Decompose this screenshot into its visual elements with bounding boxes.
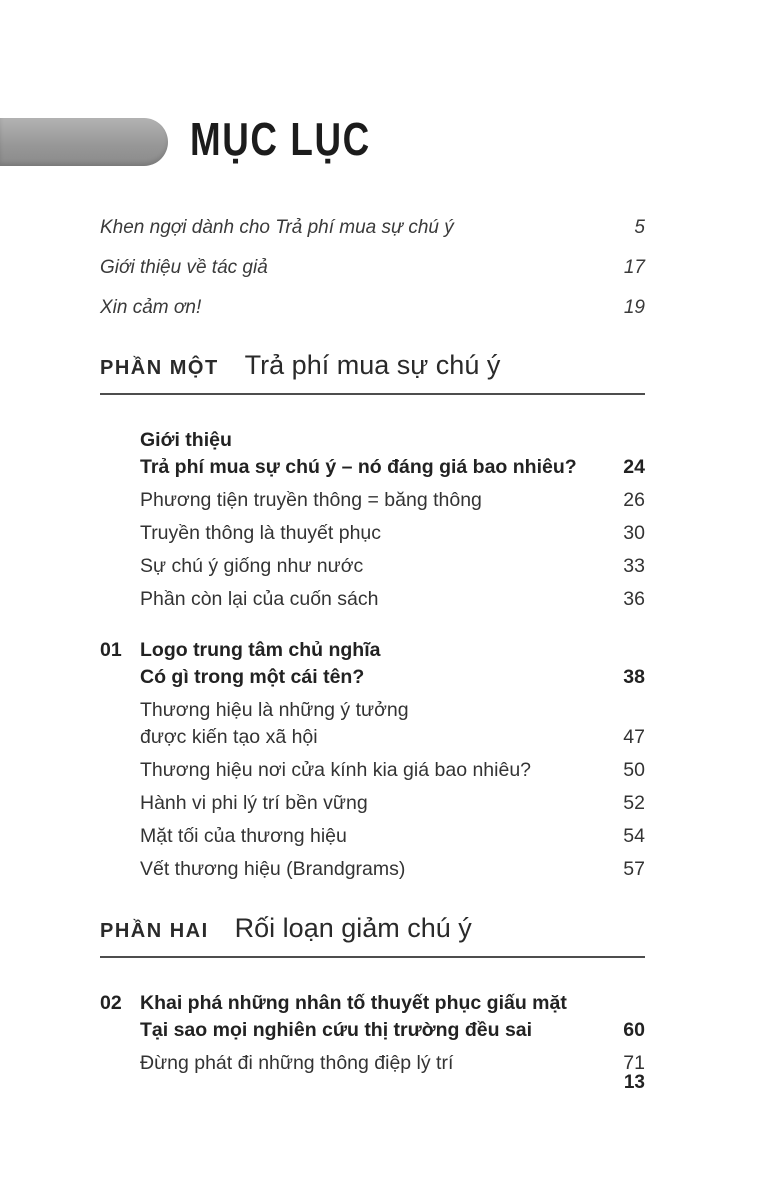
entry-label: Sự chú ý giống như nước: [140, 555, 364, 577]
entry-page-number: 26: [623, 489, 645, 511]
entry-page-number: 60: [623, 1019, 645, 1041]
toc-entry: [100, 823, 645, 850]
entry-label: Phương tiện truyền thông = băng thông: [140, 489, 482, 511]
section-title: Rối loạn giảm chú ý: [234, 913, 472, 943]
entry-page-number: 38: [623, 666, 645, 688]
entry-page-number: 50: [623, 759, 645, 781]
toc-entry: [100, 487, 645, 514]
entry-page-number: 17: [623, 257, 645, 278]
toc-entry: [100, 256, 645, 280]
toc-entry: [100, 856, 645, 883]
entry-line: Tại sao mọi nghiên cứu thị trường đều sai: [140, 1019, 533, 1041]
header-ribbon-bar: [0, 118, 168, 166]
entry-label: Đừng phát đi những thông điệp lý trí: [140, 1052, 454, 1074]
entry-page-number: 71: [623, 1052, 645, 1074]
entry-line: Thương hiệu là những ý tưởng: [140, 699, 409, 721]
toc-entry: [100, 790, 645, 817]
table-of-contents: [100, 216, 645, 1083]
entry-page-number: 54: [623, 825, 645, 847]
entry-label: Khen ngợi dành cho Trả phí mua sự chú ý: [100, 217, 454, 238]
entry-line: Trả phí mua sự chú ý – nó đáng giá bao nhiêu?: [140, 456, 577, 478]
toc-entry: [100, 520, 645, 547]
section-kicker: PHẦN MỘT: [100, 357, 219, 379]
entry-line: Logo trung tâm chủ nghĩa: [140, 639, 381, 661]
entry-label: Hành vi phi lý trí bền vững: [140, 792, 368, 814]
section-header-part-two: [100, 913, 645, 958]
entry-line: Giới thiệu: [140, 429, 232, 451]
entry-line: được kiến tạo xã hội: [140, 726, 318, 748]
entry-label: Vết thương hiệu (Brandgrams): [140, 858, 406, 880]
chapter-number: 01: [100, 639, 122, 661]
toc-entry: [100, 586, 645, 613]
toc-entry: [100, 990, 645, 1044]
toc-entry: [100, 553, 645, 580]
entry-line: Khai phá những nhân tố thuyết phục giấu mặt: [140, 992, 567, 1014]
entry-label: Truyền thông là thuyết phục: [140, 522, 382, 544]
entry-line: Có gì trong một cái tên?: [140, 666, 365, 688]
entry-label: Mặt tối của thương hiệu: [140, 825, 347, 847]
toc-entry: [100, 427, 645, 481]
page-number-folio: 13: [623, 1072, 645, 1093]
entry-page-number: 5: [634, 217, 645, 238]
entry-label: Xin cảm ơn!: [100, 297, 202, 318]
section-kicker: PHẦN HAI: [100, 920, 209, 942]
toc-entry: [100, 757, 645, 784]
entry-page-number: 47: [623, 726, 645, 748]
entry-page-number: 33: [623, 555, 645, 577]
section-title: Trả phí mua sự chú ý: [244, 350, 501, 380]
toc-entry: [100, 637, 645, 691]
entry-page-number: 19: [623, 297, 645, 318]
toc-entry: [100, 697, 645, 751]
entry-page-number: 30: [623, 522, 645, 544]
entry-page-number: 36: [623, 588, 645, 610]
entry-label: Thương hiệu nơi cửa kính kia giá bao nhiêu?: [140, 759, 532, 781]
entry-page-number: 57: [623, 858, 645, 880]
part-two-entries: [100, 990, 645, 1077]
entry-label: Phần còn lại của cuốn sách: [140, 588, 379, 610]
part-one-entries: [100, 427, 645, 883]
page-title: MỤC LỤC: [190, 113, 371, 165]
toc-entry: [100, 216, 645, 240]
entry-page-number: 24: [623, 456, 645, 478]
toc-entry: [100, 296, 645, 320]
chapter-number: 02: [100, 992, 122, 1014]
entry-page-number: 52: [623, 792, 645, 814]
entry-label: Giới thiệu về tác giả: [100, 257, 268, 278]
section-header-part-one: [100, 350, 645, 395]
